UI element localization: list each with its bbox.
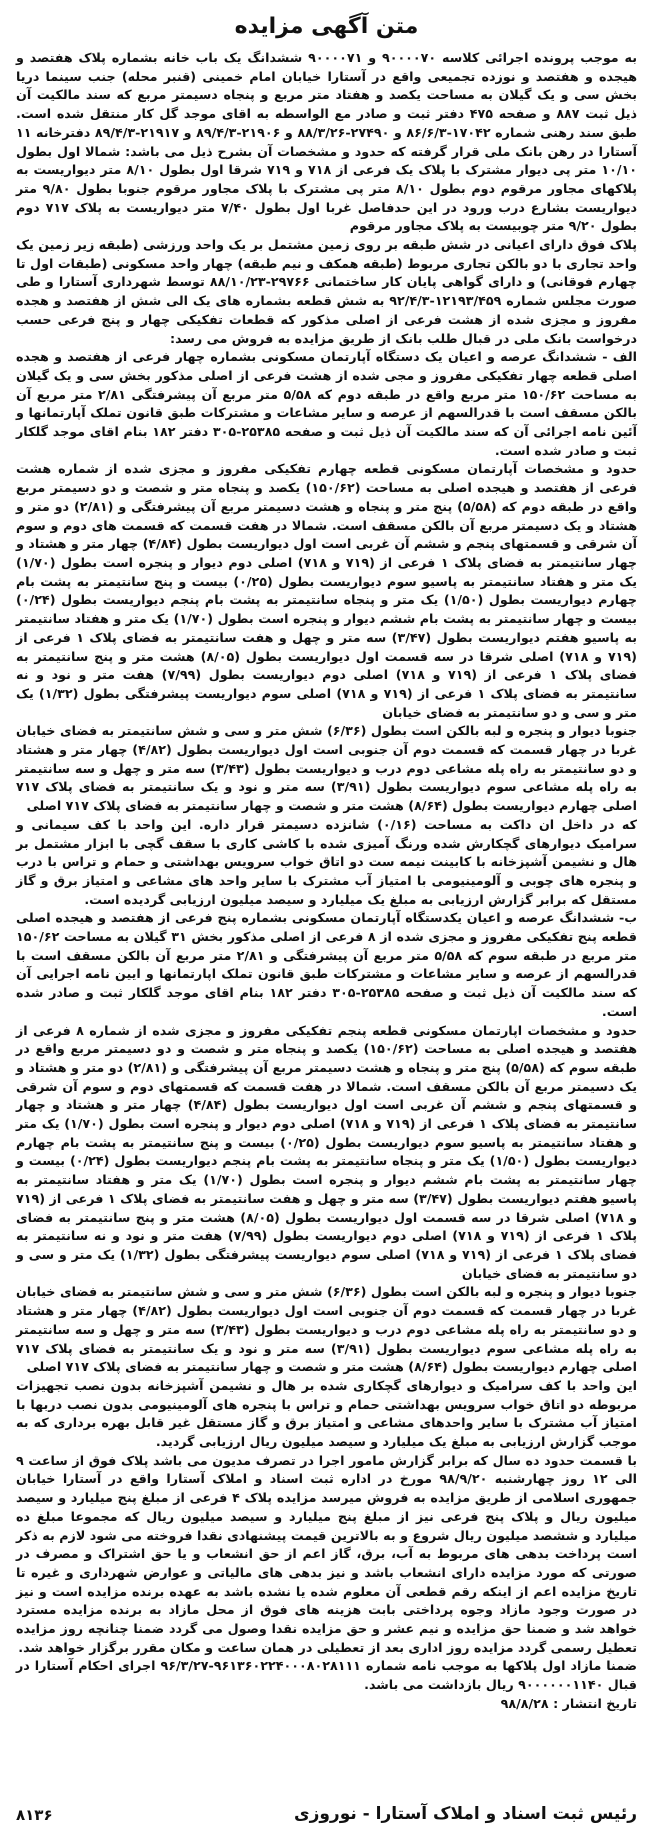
notice-footer [16,1804,637,1830]
notice-paragraph: که در داخل ان داکت به مساحت (۰/۱۶) شانزده دسیمتر قرار داره. این واحد با کف سیمانی و سرامیک دیوارهای گچکارش شده ورنگ آمیزی شده با کاشی کاری با سقف گچی با ابزار مشتمل بر هال و نشیمن آشپزخانه با کابینت نیمه ست دو اتاق خواب سرویس بهداشتی و حمام و تراس با درب و پنجره های چوبی و آلومینیومی با امتیاز آب مشترک با سایر واحد های مشاعی و امتیاز برق و گاز مستقل که برابر گزارش ارزیابی به مبلغ یک میلیارد و سیصد میلیون ارزیابی گردیده است. [16,816,637,907]
notice-title: متن آگهی مزایده [234,14,419,39]
notice-paragraph: ضمنا مازاد اول پلاکها به موجب نامه شماره ۹۶۱۳۶۰۲۲۴۰۰۰۸۰۲۸۱۱۱-۹۶/۳/۲۷ اجرای احکام آستارا در قبال ۹۰۰۰۰۰۰۱۱۴۰ ریال بازداشت می باشد. [16,1658,638,1693]
notice-body [16,49,637,1714]
signature: رئیس ثبت اسناد و املاک آستارا - نوروزی [293,1804,637,1824]
notice-paragraph: الف - ششدانگ عرصه و اعیان یک دستگاه آپارتمان مسکونی بشماره چهار فرعی از هفتصد و هجده اصلی قطعه چهار تفکیکی مفروز و مجی شده از هشت فرعی از اصلی مذکور بخش سی و یک گیلان به مساحت ۱۵۰/۶۲ متر مربع واقع در طبقه دوم که ۵/۵۸ متر مربع آن پیشرفتگی ۲/۸۱ متر مربع آن بالکن مسقف است با قدرالسهم از عرصه و سایر مشاعات و مشترکات طبق قانون تملک آپارتمانها و آئین نامه اجرائی آن که سند مالکیت آن ذیل ثبت و صفحه ۲۵۳۸۵-۳۰۵ دفتر ۱۸۲ بنام اقای موجد گلکار ثبت و صادر شده است. [16,349,637,458]
notice-paragraph: حدود و مشخصات اپارتمان مسکونی قطعه پنجم تفکیکی مفروز و مجزی شده از شماره ۸ فرعی از هفتصد و هیجده اصلی به مساحت (۱۵۰/۶۲) یکصد و پنجاه متر و شصت و دو دسیمتر مربع واقع در طبقه سوم که (۵/۵۸) پنج متر و پنجاه و هشت دسیمتر مربع آن پیشرفتگی و (۲/۸۱) دو متر و هشتاد و یک دسیمتر مربع آن بالکن مسقف است. شمالا در هفت قسمت که قسمتهای دوم و سوم آن شرقی و قسمتهای پنجم و ششم آن غربی است اول دیواریست بطول (۴/۸۴) چهار متر و هشتاد و چهار سانتیمتر به فضای پلاک ۱ فرعی از (۷۱۹ و ۷۱۸) اصلی دوم دیوار و پنجره است بطول (۱/۷۰) یک متر و هفتاد سانتیمتر به پاسیو سوم دیواریست بطول (۰/۲۵) بیست و پنج سانتیمتر به پشت بام چهارم دیواریست بطول (۱/۵۰) یک متر و پنجاه سانتیمتر به پشت بام پنجم دیواریست بطول (۰/۲۴) بیست و چهار سانتیمتر به پشت بام ششم دیوار و پنجره است بطول (۱/۷۰) یک متر و هفتاد سانتیمتر به پاسیو هفتم دیواریست بطول (۳/۴۷) سه متر و چهل و هفت سانتیمتر به فضای پلاک ۱ فرعی از (۷۱۹ و ۷۱۸) اصلی شرقا در سه قسمت اول دیواریست بطول (۸/۰۵) هشت متر و پنج سانتیمتر به فضای پلاک ۱ فرعی از (۷۱۹ و ۷۱۸) اصلی دوم دیواریست بطول (۷/۹۹) هفت متر و نود و نه سانتیمتر به فضای پلاک ۱ فرعی از (۷۱۹ و ۷۱۸) اصلی سوم دیواریست پیشرفتگی بطول (۱/۳۲) یک متر و سی و دو سانتیمتر به فضای خیابان [16,1022,638,1281]
notice-code: ۸۱۳۶ [16,1806,53,1824]
notice-paragraph: جنوبا دیوار و پنجره و لبه بالکن است بطول (۶/۳۶) شش متر و سی و شش سانتیمتر به فضای خیابان غربا در چهار قسمت که قسمت دوم آن جنوبی است اول دیواریست بطول (۴/۸۲) چهار متر و هشتاد و دو سانتیمتر به راه پله مشاعی دوم درب و دیواریست بطول (۳/۴۳) سه متر و چهل و سه سانتیمتر به راه پله مشاعی سوم دیواریست بطول (۳/۹۱) سه متر و نود و یک سانتیمتر به فضای پلاک ۷۱۷ اصلی چهارم دیواریست بطول (۸/۶۴) هشت متر و شصت و چهار سانتیمتر به فضای پلاک ۷۱۷ اصلی [16,1284,638,1375]
notice-paragraph: به موجب پرونده اجرائی کلاسه ۹۰۰۰۰۷۰ و ۹۰۰۰۰۷۱ ششدانگ یک باب خانه بشماره پلاک هفتصد و هیجده و هفتصد و نوزده تجمیعی واقع در آستارا خیابان امام خمینی (قنبر محله) جنب سینما دریا بخش سی و یک گیلان به مساحت یکصد و هفتاد متر مربع و پنجاه دسیمتر مربع که سند مالکیت آن ذیل ثبت ۸۸۷ و صفحه ۴۷۵ دفتر ثبت و صادر مع الواسطه به اقای موجد گل کار منتقل شده است. طبق سند رهنی شماره ۱۷۰۴۲-۸۶/۶/۳ و ۲۷۴۹۰-۸۸/۳/۲۶ و ۲۱۹۰۶-۸۹/۴/۳ و ۲۱۹۱۷-۸۹/۴/۳ دفترخانه ۱۱ آستارا در رهن بانک ملی قرار گرفته که حدود و مشخصات آن بشرح ذیل می باشد: شمالا اول بطول ۱۰/۱۰ متر پی دیوار مشترک با پلاک یک فرعی از ۷۱۸ و ۷۱۹ شرقا اول بطول ۸/۱۰ متر دیواریست به پلاکهای مجاور مرقوم دوم بطول ۸/۱۰ متر پی مشترک با پلاک مجاور مرقوم جنوبا بطول ۹/۸۰ متر دیواریست بشارع درب ورود در این حدفاصل غربا اول بطول ۷/۴۰ متر دیواریست به پلاک ۷۱۷ دوم بطول ۹/۲۰ متر چوبیست به پلاک مجاور مرقوم [16,50,637,234]
notice-paragraph: حدود و مشخصات آپارتمان مسکونی قطعه چهارم تفکیکی مفروز و مجزی شده از شماره هشت فرعی از هفتصد و هیجده اصلی به مساحت (۱۵۰/۶۲) یکصد و پنجاه متر و شصت و دو دسیمتر مربع واقع در طبقه دوم که (۵/۵۸) پنج متر و پنجاه و هشت دسیمتر مربع آن پیشرفتگی و (۲/۸۱) دو متر و هشتاد و یک دسیمتر مربع آن بالکن مسقف است. شمالا در هفت قسمت که قسمت های دوم و سوم آن شرقی و قسمتهای پنجم و ششم آن غربی است اول دیواریست بطول (۴/۸۴) چهار متر و هشتاد و چهار سانتیمتر به فضای پلاک ۱ فرعی از (۷۱۹ و ۷۱۸) اصلی دوم دیوار و پنجره است بطول (۱/۷۰) یک متر و هفتاد سانتیمتر به پاسیو سوم دیواریست بطول (۰/۲۵) بیست و پنج سانتیمتر به پشت بام چهارم دیواریست بطول (۱/۵۰) یک متر و پنجاه سانتیمتر به پشت بام پنجم دیواریست بطول (۰/۲۴) بیست و چهار سانتیمتر به پشت بام ششم دیوار و پنجره است بطول (۱/۷۰) یک متر و هفتاد سانتیمتر به پاسیو هفتم دیواریست بطول (۳/۴۷) سه متر و چهل و هفت سانتیمتر به فضای پلاک ۱ فرعی از (۷۱۹ و ۷۱۸) اصلی شرقا در سه قسمت اول دیواریست بطول (۸/۰۵) هشت متر و پنج سانتیمتر به فضای پلاک ۱ فرعی از (۷۱۹ و ۷۱۸) اصلی دوم دیواریست بطول (۷/۹۹) هفت متر و نود و نه سانتیمتر به فضای پلاک ۱ فرعی از (۷۱۹ و ۷۱۸) اصلی سوم دیواریست پیشرفتگی بطول (۱/۳۲) یک متر و سی و دو سانتیمتر به فضای خیابان [16,461,638,720]
publish-date: تاریخ انتشار : ۹۸/۸/۲۸ [500,1695,637,1711]
notice-paragraph: پلاک فوق دارای اعیانی در شش طبقه بر روی زمین مشتمل بر یک واحد ورزشی (طبقه زیر زمین یک واحد تجاری با دو بالکن تجاری مربوط (طبقه همکف و نیم طبقه) چهار واحد مسکونی (طبقات اول تا چهارم فوقانی) و دارای گواهی پایان کار ساختمانی ۲۹۷۶۶-۸۸/۱۰/۲۳ توسط شهرداری آستارا و طی صورت مجلس شماره ۱۲۱۹۳/۴۵۹-۹۲/۴/۳ به شش قطعه بشماره های یک الی شش از هفتصد و هجده مفروز و مجزی شده از هشت فرعی از اصلی مذکور که قطعات تفکیکی چهار و پنج فرعی حسب درخواست بانک ملی در قبال طلب بانک از طریق مزایده به فروش می رسد: [16,237,637,346]
notice-paragraph: این واحد با کف سرامیک و دیوارهای گچکاری شده بر هال و نشیمن آشپزخانه بدون نصب تجهیزات مربوطه دو اتاق خواب سرویس بهداشتی حمام و تراس با پنجره های آلومینیومی بدون نصب دربها با امتیاز آب مشترک با سایر واحدهای مشاعی و امتیاز برق و گاز مستقل غیر قابل بهره برداری که به موجب گزارش ارزیابی به مبلغ یک میلیارد و سیصد میلیون ریال ارزیابی گردید. [16,1377,637,1450]
notice-paragraph: با قسمت حدود ده سال که برابر گزارش مامور اجرا در تصرف مدیون می باشد پلاک فوق از ساعت ۹ الی ۱۲ روز چهارشنبه ۹۸/۹/۲۰ مورخ در اداره ثبت اسناد و املاک آستارا واقع در آستارا خیابان جمهوری اسلامی از طریق مزایده به فروش میرسد مزایده پلاک ۴ فرعی از مبلغ پنج میلیارد و سیصد میلیون ریال و پلاک پنج فرعی نیز از مبلغ پنج میلیارد و سیصد میلیون ریال که مجموعا مبلغ ده میلیارد و ششصد میلیون ریال شروع و به بالاترین قیمت پیشنهادی نقدا فروخته می شود لازم به ذکر است پرداخت بدهی های مربوط به آب، برق، گاز اعم از حق انشعاب و یا حق اشتراک و مصرف در صورتی که مورد مزایده دارای انشعاب باشد و نیز بدهی های مالیاتی و عوارض شهرداری و غیره تا تاریخ مزایده اعم از اینکه رقم قطعی آن معلوم شده یا نشده باشد به عهده برنده مزایده است و نیز در صورت وجود مازاد وجوه پرداختی بابت هزینه های فوق از محل مازاد به برنده مزایده مسترد خواهد شد و ضمنا حق مزایده و نیم عشر و حق مزایده نقدا وصول می گردد ضمنا چنانچه روز مزایده تعطیل رسمی گردد مزایده روز اداری بعد از تعطیلی در همان ساعت و مکان مقرر برگزار خواهد شد. [16,1452,637,1655]
notice-paragraph: جنوبا دیوار و پنجره و لبه بالکن است بطول (۶/۳۶) شش متر و سی و شش سانتیمتر به فضای خیابان غربا در چهار قسمت که قسمت دوم آن جنوبی است اول دیواریست بطول (۴/۸۲) چهار متر و هشتاد و دو سانتیمتر به راه پله مشاعی دوم درب و دیواریست بطول (۳/۴۳) سه متر و چهل و سه سانتیمتر به راه پله مشاعی سوم دیواریست بطول (۳/۹۱) سه متر و نود و یک سانتیمتر به فضای پلاک ۷۱۷ اصلی چهارم دیواریست بطول (۸/۶۴) هشت متر و شصت و چهار سانتیمتر به فضای پلاک ۷۱۷ اصلی [16,723,638,814]
notice-paragraph: ب- ششدانگ عرصه و اعیان یکدستگاه آپارتمان مسکونی بشماره پنج فرعی از هفتصد و هیجده اصلی قطعه پنج تفکیکی مفروز و مجزی شده از ۸ فرعی از اصلی مذکور بخش ۳۱ گیلان به مساحت ۱۵۰/۶۲ متر مربع در طبقه سوم که ۵/۵۸ متر مربع آن پیشرفتگی و ۲/۸۱ متر مربع آن بالکن مسقف است با قدرالسهم از عرصه و سایر مشاعات و مشترکات طبق قانون تملک اپارتمانها و ایین نامه اجرایی آن که سند مالکیت آن ذیل ثبت و صفحه ۲۵۳۸۵-۳۰۵ دفتر ۱۸۲ بنام اقای موجد گلکار ثبت و صادر شده است. [16,910,638,1019]
